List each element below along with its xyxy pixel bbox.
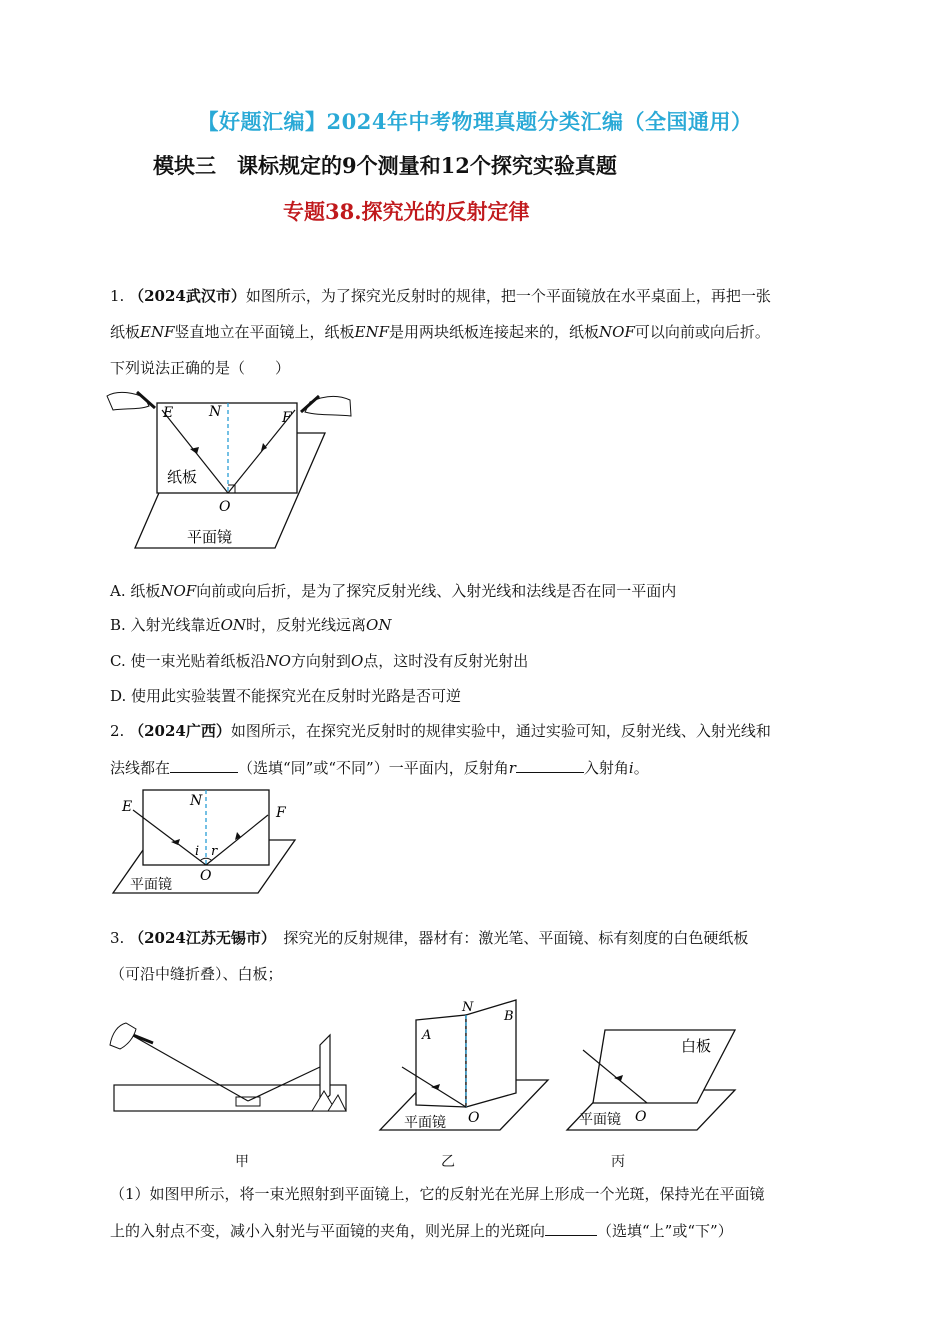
q1-line1: 1. （2024武汉市）如图所示，为了探究光反射时的规律，把一个平面镜放在水平桌面上，再把一张 xyxy=(110,287,771,305)
q3-yi-label-o: O xyxy=(468,1110,480,1126)
q3-bing-label-board: 白板 xyxy=(681,1037,712,1055)
q2-figure xyxy=(108,785,303,897)
q2-label-f: F xyxy=(276,805,286,821)
q3-figure-yi xyxy=(378,995,553,1135)
q3-sub1-line1: （1）如图甲所示，将一束光照射到平面镜上，它的反射光在光屏上形成一个光斑，保持光在平面镜 xyxy=(110,1185,765,1203)
q3-line2: （可沿中缝折叠）、白板； xyxy=(110,965,283,983)
q1-figure xyxy=(105,388,355,553)
q2-blank-2[interactable] xyxy=(516,757,584,773)
q3-yi-label-b: B xyxy=(504,1009,514,1024)
q2-label-i: i xyxy=(195,844,200,859)
q2-label-e: E xyxy=(122,799,133,815)
caption-bing: 丙 xyxy=(611,1154,625,1170)
q1-option-d[interactable]: D. 使用此实验装置不能探究光在反射时光路是否可逆 xyxy=(110,687,462,705)
q1-label-o: O xyxy=(219,499,231,515)
q1-option-c[interactable]: C. 使一束光贴着纸板沿NO方向射到O点，这时没有反射光射出 xyxy=(110,652,529,670)
topic-title: 专题38.探究光的反射定律 xyxy=(283,199,530,224)
q3-yi-label-a: A xyxy=(422,1028,432,1043)
q3-line1: 3. （2024江苏无锡市） 探究光的反射规律，器材有：激光笔、平面镜、标有刻度的白色硬纸板 xyxy=(110,929,749,947)
q2-blank-1[interactable] xyxy=(170,757,238,773)
q2-label-o: O xyxy=(200,868,212,884)
q1-option-a[interactable]: A. 纸板NOF向前或向后折，是为了探究反射光线、入射光线和法线是否在同一平面内 xyxy=(110,582,677,600)
q1-option-b[interactable]: B. 入射光线靠近ON时，反射光线远离ON xyxy=(110,616,392,634)
q2-label-mirror: 平面镜 xyxy=(130,877,172,893)
q2-line2: 法线都在 （选填“同”或“不同”）一平面内，反射角r 入射角i。 xyxy=(110,759,649,777)
q1-label-f: F xyxy=(282,410,292,426)
q1-line2: 纸板ENF竖直地立在平面镜上，纸板ENF是用两块纸板连接起来的，纸板NOF可以向前或向后折。 xyxy=(110,323,770,341)
q1-label-mirror: 平面镜 xyxy=(187,528,233,546)
q3-sub1-line2: 上的入射点不变，减小入射光与平面镜的夹角，则光屏上的光斑向 （选填“上”或“下”） xyxy=(110,1222,733,1240)
q3-figure-bing xyxy=(565,1025,740,1135)
caption-yi: 乙 xyxy=(441,1154,455,1170)
q3-figure-jia xyxy=(108,1015,353,1115)
q1-label-e: E xyxy=(163,405,174,421)
q3-bing-label-mirror: 平面镜 xyxy=(579,1112,621,1128)
module-title: 模块三 课标规定的9个测量和12个探究实验真题 xyxy=(153,153,617,178)
q3-yi-label-n: N xyxy=(462,1000,474,1015)
q3-blank-1[interactable] xyxy=(545,1220,597,1236)
q3-bing-label-o: O xyxy=(635,1109,647,1125)
q1-line3: 下列说法正确的是（ ） xyxy=(110,359,291,377)
q2-line1: 2. （2024广西）如图所示，在探究光反射时的规律实验中，通过实验可知，反射光线、入射光线和 xyxy=(110,722,771,740)
caption-jia: 甲 xyxy=(235,1154,249,1170)
q1-label-n: N xyxy=(209,404,222,420)
document-title: 【好题汇编】2024年中考物理真题分类汇编（全国通用） xyxy=(197,109,753,134)
q1-label-board: 纸板 xyxy=(167,468,198,486)
q3-yi-label-mirror: 平面镜 xyxy=(404,1115,446,1131)
q2-label-r: r xyxy=(211,844,218,859)
q2-label-n: N xyxy=(190,793,203,809)
